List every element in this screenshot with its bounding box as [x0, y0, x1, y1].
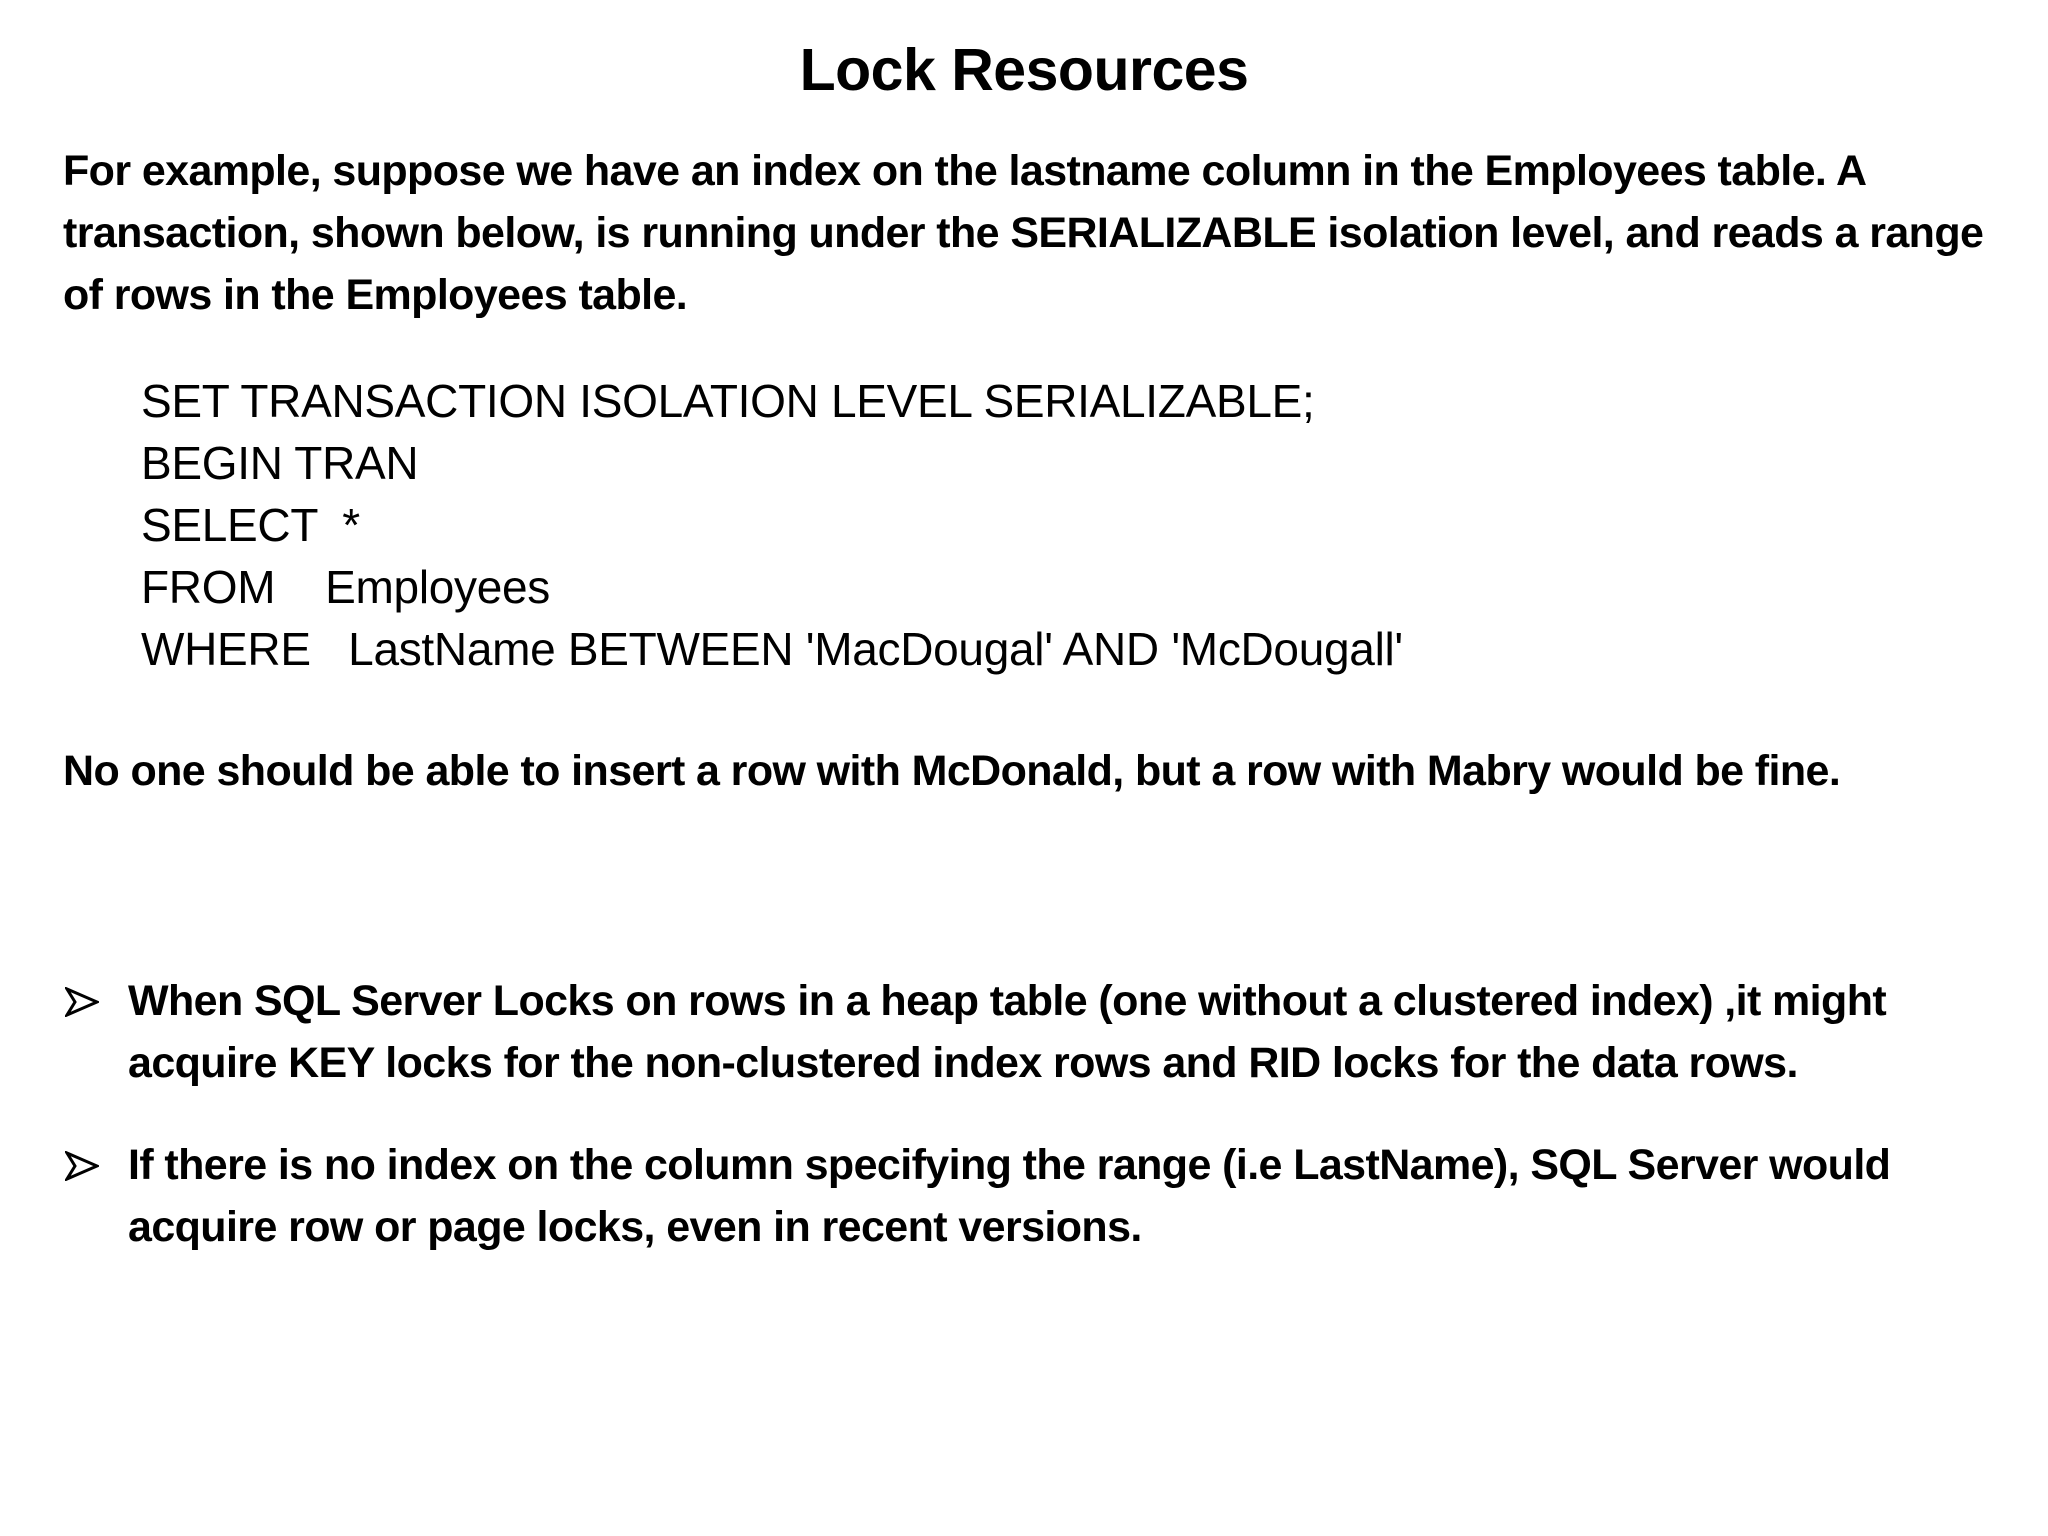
code-line: WHERE LastName BETWEEN 'MacDougal' AND 'McDougall': [141, 623, 1403, 675]
bullet-text: If there is no index on the column specifying the range (i.e LastName), SQL Server would acquire row or page locks, even in recent versions.: [128, 1141, 1891, 1251]
code-line: SELECT *: [141, 499, 360, 551]
intro-paragraph: For example, suppose we have an index on the lastname column in the Employees table. A transaction, shown below, is running under the SERIALIZABLE isolation level, and reads a range of rows in the Employees table.: [63, 147, 1984, 319]
slide-title: Lock Resources: [799, 37, 1249, 103]
code-line: BEGIN TRAN: [141, 437, 419, 489]
arrowhead-bullet-icon: [65, 1151, 99, 1181]
bullet-item: [63, 1134, 2023, 1258]
bullet-text: When SQL Server Locks on rows in a heap table (one without a clustered index) ,it might acquire KEY locks for the non-clustered index rows and RID locks for the data rows.: [128, 977, 1887, 1087]
bullet-list: [63, 970, 2023, 1298]
bullet-item: [63, 970, 2023, 1094]
arrowhead-bullet-icon: [65, 987, 99, 1017]
code-line: FROM Employees: [141, 561, 550, 613]
note-paragraph: No one should be able to insert a row with McDonald, but a row with Mabry would be fine.: [63, 747, 1841, 795]
sql-code-block: [141, 370, 1403, 680]
code-line: SET TRANSACTION ISOLATION LEVEL SERIALIZABLE;: [141, 375, 1315, 427]
